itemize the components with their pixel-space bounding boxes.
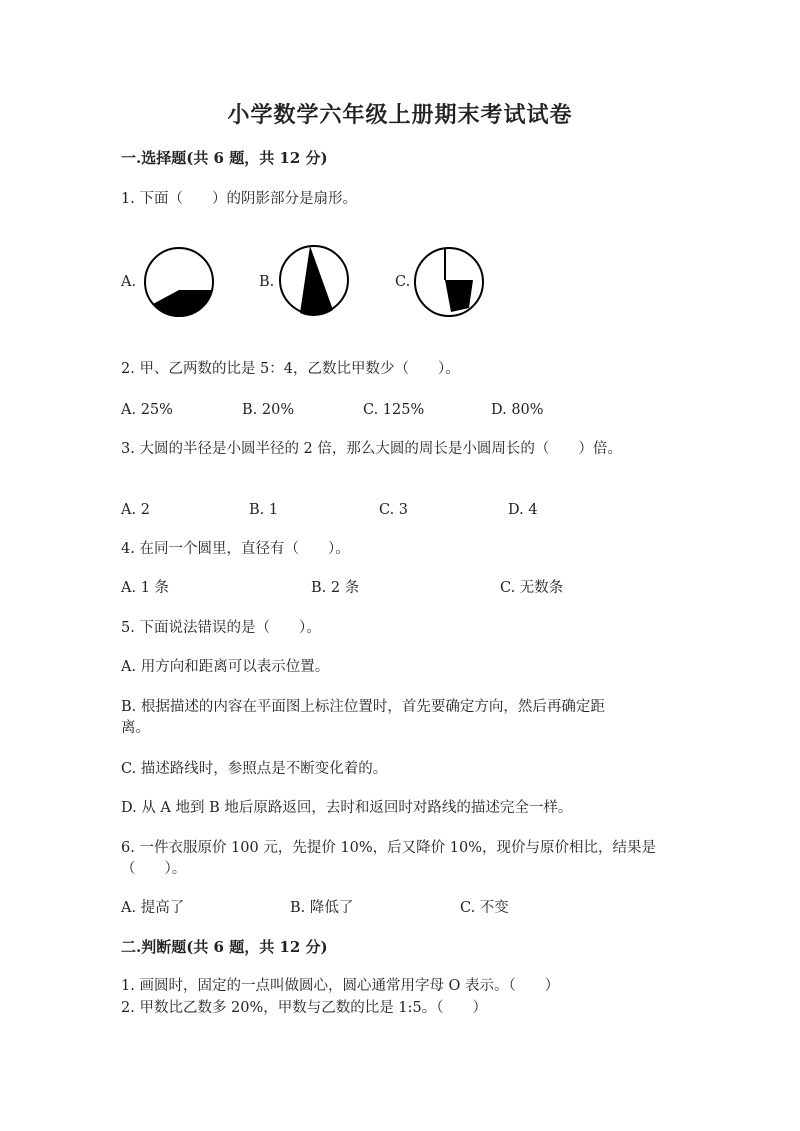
- q3-option-b: B. 1: [249, 502, 279, 518]
- page-title: 小学数学六年级上册期末考试试卷: [227, 102, 573, 128]
- question-4-stem: 4. 在同一个圆里，直径有（ ）。: [121, 541, 350, 557]
- q5-option-b-cont: 离。: [121, 720, 150, 736]
- q2-option-d: D. 80%: [491, 402, 544, 418]
- question-6-stem: 6. 一件衣服原价 100 元，先提价 10%，后又降价 10%，现价与原价相比，结果是: [121, 840, 657, 856]
- q5-option-c: C. 描述路线时，参照点是不断变化着的。: [121, 761, 388, 777]
- q2-option-c: C. 125%: [363, 402, 425, 418]
- q4-option-b: B. 2 条: [311, 580, 360, 596]
- q1-label-c: C.: [395, 274, 411, 290]
- q1-figure-c: [411, 244, 487, 320]
- q5-option-b: B. 根据描述的内容在平面图上标注位置时，首先要确定方向，然后再确定距: [121, 699, 605, 715]
- question-3-stem: 3. 大圆的半径是小圆半径的 2 倍，那么大圆的周长是小圆周长的（ ）倍。: [121, 441, 622, 457]
- question-2-stem: 2. 甲、乙两数的比是 5：4，乙数比甲数少（ ）。: [121, 361, 460, 377]
- q1-figure-b: [276, 242, 352, 318]
- question-6-stem-cont: （ ）。: [121, 861, 187, 877]
- q6-option-b: B. 降低了: [290, 900, 354, 916]
- q5-option-a: A. 用方向和距离可以表示位置。: [121, 659, 330, 675]
- section-heading-choice: 一.选择题(共 6 题，共 12 分): [121, 149, 328, 167]
- q3-option-a: A. 2: [121, 502, 150, 518]
- q5-option-d: D. 从 A 地到 B 地后原路返回，去时和返回时对路线的描述完全一样。: [121, 800, 573, 816]
- q2-option-b: B. 20%: [242, 402, 295, 418]
- q3-option-c: C. 3: [379, 502, 409, 518]
- judgment-item-2: 2. 甲数比乙数多 20%，甲数与乙数的比是 1:5。（ ）: [121, 1000, 487, 1016]
- q6-option-c: C. 不变: [460, 900, 509, 916]
- section-heading-judgment: 二.判断题(共 6 题，共 12 分): [121, 938, 328, 956]
- q4-option-c: C. 无数条: [500, 580, 564, 596]
- q1-label-a: A.: [121, 274, 137, 290]
- q1-label-b: B.: [259, 274, 275, 290]
- q3-option-d: D. 4: [508, 502, 538, 518]
- question-1-stem: 1. 下面（ ）的阴影部分是扇形。: [121, 191, 357, 207]
- q2-option-a: A. 25%: [121, 402, 173, 418]
- q1-figure-a: [141, 244, 217, 320]
- q6-option-a: A. 提高了: [121, 900, 185, 916]
- question-5-stem: 5. 下面说法错误的是（ ）。: [121, 620, 321, 636]
- q4-option-a: A. 1 条: [121, 580, 170, 596]
- judgment-item-1: 1. 画圆时，固定的一点叫做圆心，圆心通常用字母 O 表示。（ ）: [121, 978, 560, 994]
